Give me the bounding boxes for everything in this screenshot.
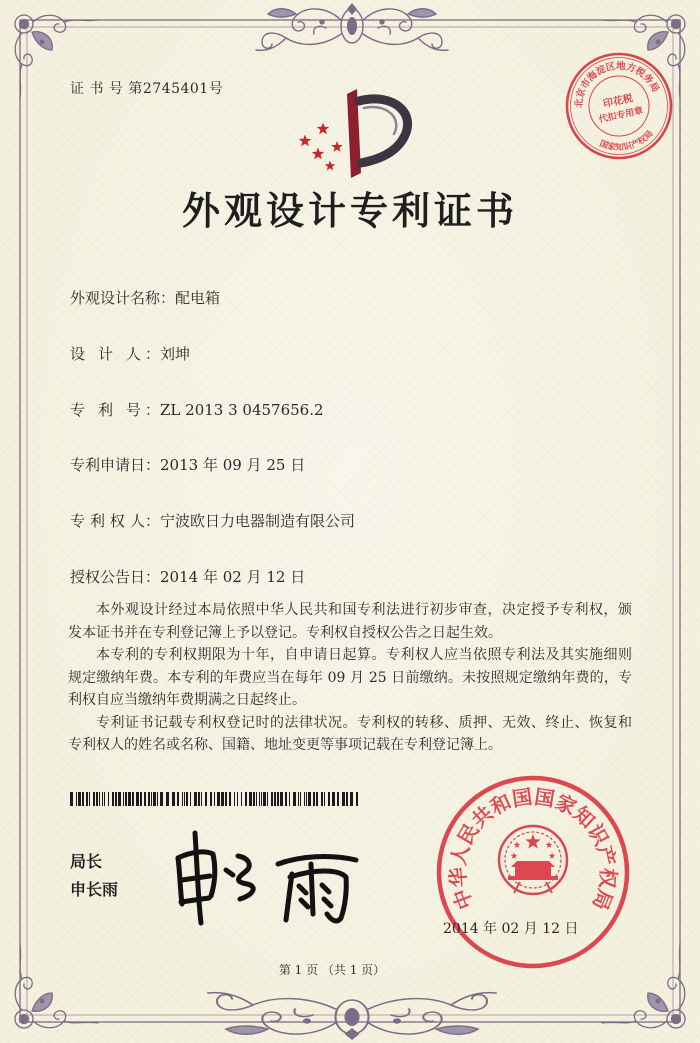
director-name: 申长雨 [70, 880, 119, 899]
corner-ornament-bottom-left [15, 945, 98, 1028]
statement-line: 专利权人的姓名或名称、国籍、地址变更等事项记载在专利登记簿上。 [68, 737, 502, 753]
field-patent-number [70, 399, 355, 455]
tax-stamp-center-line-1: 印花税 [602, 93, 634, 111]
field-value: 宁波欧日力电器制造有限公司 [160, 512, 356, 531]
field-value: 刘坤 [160, 344, 191, 363]
field-label: 专 利 号： [70, 400, 160, 419]
statement-line: 专利证书记载专利权登记时的法律状况。专利权的转移、质押、无效、终止、恢复和 [96, 714, 632, 731]
corner-ornament-top-right [602, 15, 685, 98]
certificate-statement [68, 599, 632, 757]
statement-line: 本外观设计经过本局依照中华人民共和国专利法进行初步审查，决定授予专利权，颁 [96, 602, 632, 618]
field-value: ZL 2013 3 0457656.2 [160, 400, 324, 419]
statement-line: 发本证书并在专利登记簿上予以登记。专利权自授权公告之日起生效。 [68, 624, 502, 641]
director-title: 局长 [70, 852, 103, 871]
field-label: 授权公告日： [70, 567, 161, 586]
corner-ornament-bottom-right [602, 945, 685, 1028]
statement-line: 规定缴纳年费。本专利的年费应当在每年 09 月 25 日前缴纳。未按照规定缴纳年费的，专 [68, 669, 632, 686]
office-seal-ring-textpath: 中华人民共和国国家知识产权局 [445, 784, 621, 914]
field-design-name [70, 287, 355, 343]
statement-line: 利权自应当缴纳年费期满之日起终止。 [68, 692, 306, 708]
tax-stamp-bottom-textpath: 国家知识产权局 [597, 128, 656, 154]
statement-line: 本专利的专利权期限为十年，自申请日起算。专利权人应当依照专利法及其实施细则 [96, 647, 632, 663]
tax-stamp-center-line-2: 代扣专用章 [598, 106, 645, 126]
field-label: 设 计 人： [70, 344, 160, 363]
field-value: 2013 年 09 月 25 日 [160, 456, 306, 475]
field-designer [70, 343, 355, 399]
field-label: 专利申请日： [70, 456, 161, 475]
seal-date: 2014 年 02 月 12 日 [443, 921, 579, 937]
certificate-title: 外观设计专利证书 [181, 188, 518, 233]
field-label: 专 利 权 人： [70, 512, 160, 531]
field-value: 配电箱 [175, 289, 221, 307]
field-patentee [70, 510, 355, 566]
bottom-center-ornament [208, 993, 496, 1040]
field-label: 外观设计名称： [70, 289, 176, 307]
certificate-number: 证 书 号 第2745401号 [70, 81, 224, 97]
director-block [70, 848, 118, 904]
field-application-date [70, 454, 355, 510]
field-value: 2014 年 02 月 12 日 [160, 567, 306, 586]
tax-stamp-top-textpath: 北京市海淀区地方税务局 [573, 60, 661, 109]
certificate-fields [70, 287, 355, 622]
page-footer: 第 1 页 （共 1 页） [278, 963, 386, 977]
